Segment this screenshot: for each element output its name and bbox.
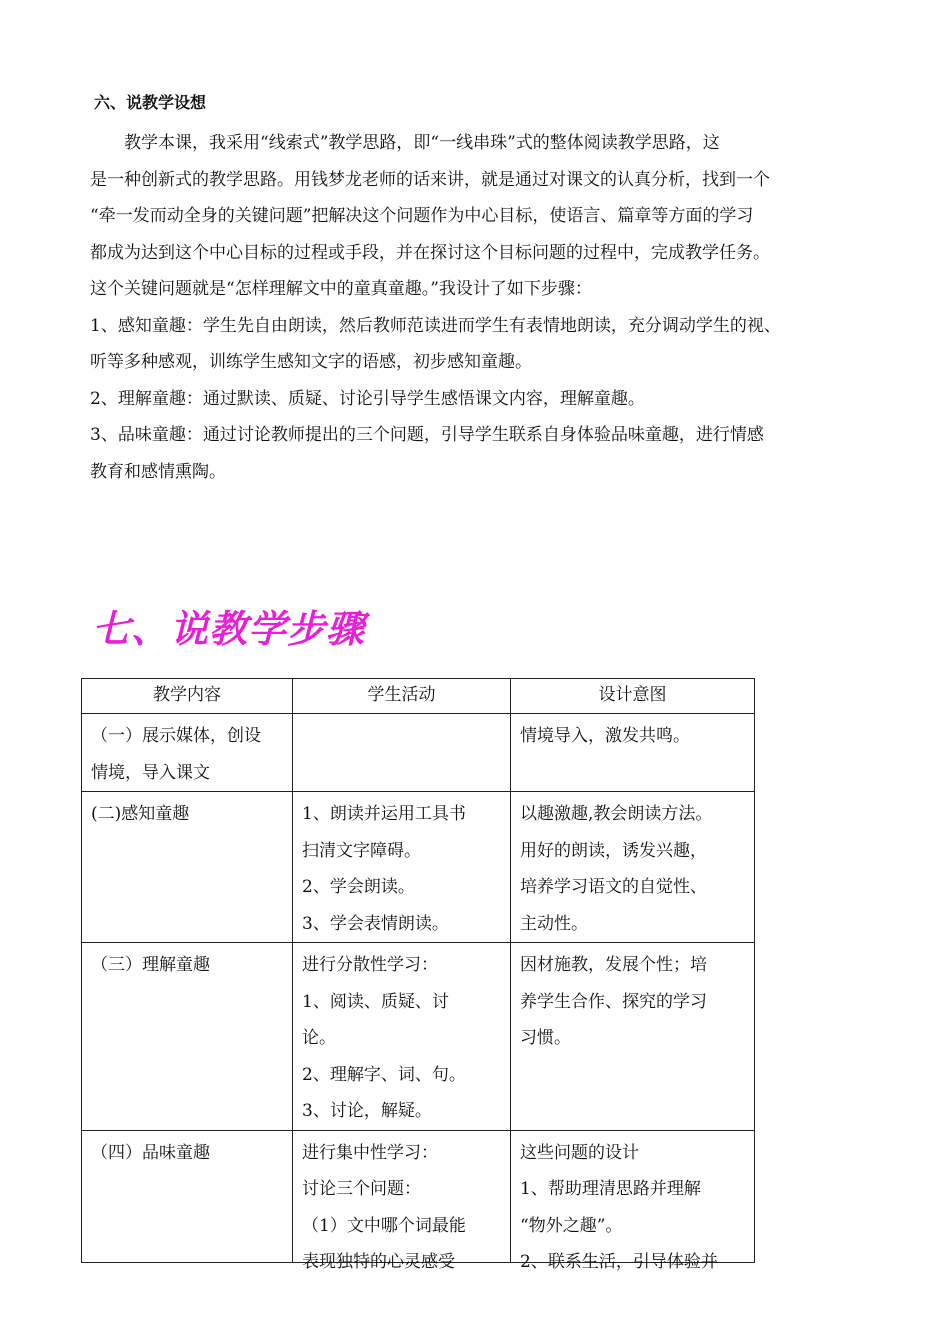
header-design-intent: 设计意图 (511, 679, 755, 714)
cell-text: 养学生合作、探究的学习 (520, 991, 707, 1012)
header-student-activity: 学生活动 (293, 679, 511, 714)
cell-text: 讨论三个问题： (302, 1179, 421, 1199)
activity-cell (293, 1130, 511, 1272)
cell-text: 培养学习语文的自觉性、 (520, 877, 707, 897)
cell-text: 习惯。 (520, 1028, 571, 1048)
cell-text: （三）理解童趣 (91, 955, 210, 975)
table-row (82, 714, 755, 792)
cell-text: （1）文中哪个词最能 (302, 1215, 466, 1236)
cell-text: 情境，导入课文 (91, 762, 210, 783)
cell-text: 3、讨论，解疑。 (302, 1101, 432, 1121)
cell-text: 2、学会朗读。 (302, 877, 415, 897)
body-line: 教育和感情熏陶。 (90, 461, 226, 482)
cell-text: (二)感知童趣 (91, 804, 190, 824)
table-row (82, 943, 755, 1131)
activity-cell (293, 714, 511, 792)
cell-text: 1、帮助理清思路并理解 (520, 1179, 701, 1199)
cell-text: 扫清文字障碍。 (302, 840, 421, 861)
content-cell (82, 714, 293, 792)
cell-text: 以趣激趣,教会朗读方法。 (520, 804, 713, 824)
body-line: 1、感知童趣：学生先自由朗读，然后教师范读进而学生有表情地朗读，充分调动学生的视、 (90, 315, 781, 336)
table-row (82, 1130, 755, 1262)
cell-text: 情境导入，激发共鸣。 (520, 726, 690, 746)
cell-text: “物外之趣”。 (520, 1215, 623, 1236)
cell-text: 1、朗读并运用工具书 (302, 804, 466, 824)
cell-text: 2、理解字、词、句。 (302, 1064, 466, 1085)
body-line: “牵一发而动全身的关键问题”把解决这个问题作为中心目标，使语言、篇章等方面的学习 (90, 206, 754, 226)
intent-cell (511, 1130, 755, 1272)
body-line: 3、品味童趣：通过讨论教师提出的三个问题，引导学生联系自身体验品味童趣，进行情感 (90, 425, 764, 445)
table-row (82, 792, 755, 943)
cell-text: （四）品味童趣 (91, 1142, 210, 1163)
section-6-body (90, 125, 880, 490)
body-line: 听等多种感观，训练学生感知文字的语感，初步感知童趣。 (90, 352, 532, 372)
body-line: 教学本课，我采用“线索式”教学思路，即“一线串珠”式的整体阅读教学思路，这 (90, 133, 720, 153)
activity-cell (293, 792, 511, 943)
teaching-steps-table (81, 678, 755, 1272)
body-line: 是一种创新式的教学思路。用钱梦龙老师的话来讲，就是通过对课文的认真分析，找到一个 (90, 169, 770, 190)
activity-cell (293, 943, 511, 1131)
body-line: 都成为达到这个中心目标的过程或手段，并在探讨这个目标问题的过程中，完成教学任务。 (90, 242, 770, 263)
section-6-heading: 六、说教学设想 (94, 93, 207, 112)
content-cell (82, 792, 293, 943)
intent-cell (511, 943, 755, 1131)
cell-text: 论。 (302, 1028, 336, 1048)
header-teaching-content: 教学内容 (82, 679, 293, 714)
content-cell (82, 1130, 293, 1262)
section-7-heading: 七、说教学步骤 (92, 607, 366, 651)
intent-cell (511, 714, 755, 792)
body-line: 这个关键问题就是“怎样理解文中的童真童趣。”我设计了如下步骤： (90, 279, 592, 299)
intent-cell (511, 792, 755, 943)
body-line: 2、理解童趣：通过默读、质疑、讨论引导学生感悟课文内容，理解童趣。 (90, 388, 645, 409)
cell-text: 因材施教，发展个性；培 (520, 955, 707, 975)
cell-text: 3、学会表情朗读。 (302, 913, 449, 934)
cell-text: 2、联系生活，引导体验并 (520, 1252, 718, 1272)
cell-text: 进行集中性学习： (302, 1142, 438, 1163)
cell-text: 1、阅读、质疑、讨 (302, 991, 449, 1012)
table-header-row (82, 679, 755, 714)
content-cell (82, 943, 293, 1131)
cell-text: 用好的朗读，诱发兴趣， (520, 840, 707, 861)
cell-text: 这些问题的设计 (520, 1142, 639, 1163)
cell-text: 表现独特的心灵感受 (302, 1252, 455, 1272)
cell-text: 进行分散性学习： (302, 955, 438, 975)
cell-text: 主动性。 (520, 913, 588, 934)
cell-text: （一）展示媒体，创设 (91, 726, 261, 746)
